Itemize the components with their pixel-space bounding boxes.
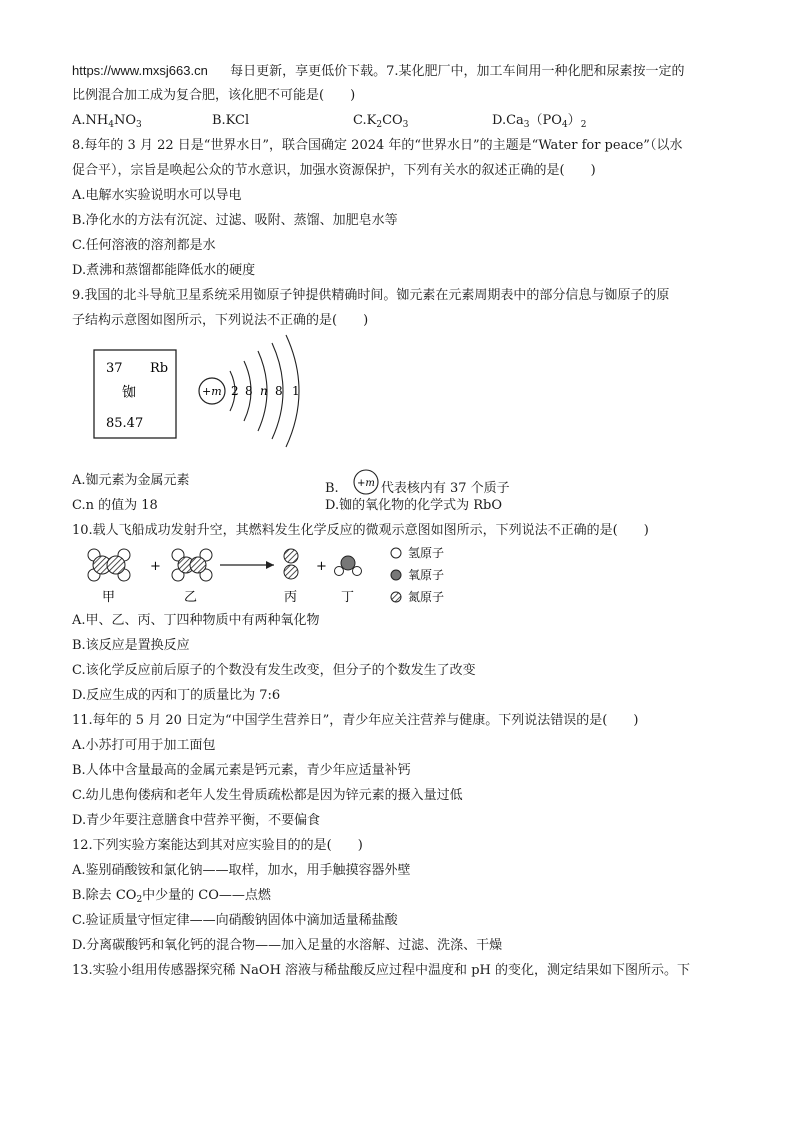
legend-nitrogen: 氮原子	[408, 590, 445, 604]
atomic-number: 37	[106, 361, 123, 376]
label-yi: 乙	[184, 590, 198, 605]
molecule-bing	[284, 549, 298, 579]
q12-option-c: C.验证质量守恒定律——向硝酸钠固体中滴加适量稀盐酸	[72, 913, 398, 928]
shell-count-2: 8	[245, 384, 253, 398]
legend	[391, 546, 444, 604]
molecule-ding	[335, 556, 362, 576]
q12-stem: 12.下列实验方案能达到其对应实验目的的是( )	[72, 838, 363, 853]
q8-option-d: D.煮沸和蒸馏都能降低水的硬度	[72, 263, 256, 278]
q7-stem-a: 7.某化肥厂中，加工车间用一种化肥和尿素按一定的	[386, 64, 685, 79]
q11-option-b: B.人体中含量最高的金属元素是钙元素，青少年应适量补钙	[72, 763, 411, 778]
q7-option-c: C.K2CO3	[353, 113, 409, 130]
q7-option-d: D.Ca3（PO4）2	[492, 113, 587, 130]
q10-reaction-diagram	[80, 543, 480, 607]
q7-option-a: A.NH4NO3	[72, 113, 142, 130]
q11-option-a: A.小苏打可用于加工面包	[72, 738, 216, 753]
legend-oxygen: 氧原子	[408, 568, 445, 582]
q9-option-c: C.n 的值为 18	[72, 498, 158, 513]
q11-option-d: D.青少年要注意膳食中营养平衡，不要偏食	[72, 813, 321, 828]
q9-stem-b: 子结构示意图如图所示，下列说法不正确的是( )	[72, 313, 369, 328]
q8-stem-b: 促合平），宗旨是唤起公众的节水意识，加强水资源保护，下列有关水的叙述正确的是( )	[72, 163, 596, 178]
q12-option-d: D.分离碳酸钙和氧化钙的混合物——加入足量的水溶解、过滤、洗涤、干燥	[72, 938, 503, 953]
exam-page	[72, 58, 722, 983]
q7-option-b: B.KCl	[212, 113, 250, 128]
q8-option-b: B.净化水的方法有沉淀、过滤、吸附、蒸馏、加肥皂水等	[72, 213, 398, 228]
q10-option-b: B.该反应是置换反应	[72, 638, 190, 653]
plus-sign-2: +	[316, 559, 327, 574]
q9-diagram	[84, 333, 344, 463]
q12-option-b: B.除去 $CO_2$中少量的 CO——点燃	[72, 888, 271, 905]
slogan-text: 每日更新，享更低价下载。	[230, 64, 387, 79]
q7-options	[72, 108, 722, 133]
label-ding: 丁	[341, 590, 355, 605]
molecule-yi	[172, 549, 212, 581]
element-name: 铷	[122, 385, 136, 401]
header-line	[72, 58, 722, 83]
q9-option-b: B. +m 代表核内有 37 个质子	[325, 468, 510, 501]
q12-option-a: A.鉴别硝酸铵和氯化钠——取样，加水，用手触摸容器外壁	[72, 863, 411, 878]
svg-text:+m: +m	[356, 478, 375, 489]
q9-figure	[72, 333, 722, 468]
q8-stem-a: 8.每年的 3 月 22 日是“世界水日”，联合国确定 2024 年的“世界水日”的主题是“Water for peace”（以水	[72, 138, 683, 153]
q10-option-d: D.反应生成的丙和丁的质量比为 7:6	[72, 688, 281, 703]
q9-option-d: D.铷的氧化物的化学式为 RbO	[325, 498, 502, 513]
label-bing: 丙	[284, 590, 298, 605]
element-symbol: Rb	[150, 361, 169, 376]
shell-count-4: 8	[275, 384, 283, 398]
q8-option-c: C.任何溶液的溶剂都是水	[72, 238, 216, 253]
atomic-mass: 85.47	[106, 416, 144, 431]
shell-count-3: n	[260, 384, 268, 398]
q10-option-a: A.甲、乙、丙、丁四种物质中有两种氧化物	[72, 613, 320, 628]
shell-count-5: 1	[292, 384, 300, 398]
legend-hydrogen: 氢原子	[408, 546, 445, 560]
q9-option-a: A.铷元素为金属元素	[72, 473, 190, 488]
site-url-link[interactable]: https://www.mxsj663.cn	[72, 63, 208, 78]
molecule-jia	[88, 549, 130, 581]
q9-options-row2	[72, 493, 722, 518]
q9-options-row1	[72, 468, 722, 496]
q10-figure	[72, 543, 722, 608]
q9-stem-a: 9.我国的北斗导航卫星系统采用铷原子钟提供精确时间。铷元素在元素周期表中的部分信息与铷原子的原	[72, 288, 670, 303]
label-jia: 甲	[102, 590, 116, 605]
plus-sign-1: +	[150, 559, 161, 574]
q11-option-c: C.幼儿患佝偻病和老年人发生骨质疏松都是因为锌元素的摄入量过低	[72, 788, 463, 803]
q10-stem: 10.载人飞船成功发射升空，其燃料发生化学反应的微观示意图如图所示，下列说法不正确的是( )	[72, 523, 649, 538]
shell-count-1: 2	[231, 384, 239, 398]
q13-stem: 13.实验小组用传感器探究稀 NaOH 溶液与稀盐酸反应过程中温度和 pH 的变化，测定结果如下图所示。下	[72, 963, 690, 978]
nucleus-label: +m	[202, 385, 222, 398]
q11-stem: 11.每年的 5 月 20 日定为“中国学生营养日”，青少年应关注营养与健康。下列说法错误的是( )	[72, 713, 639, 728]
q8-option-a: A.电解水实验说明水可以导电	[72, 188, 242, 203]
q10-option-c: C.该化学反应前后原子的个数没有发生改变，但分子的个数发生了改变	[72, 663, 476, 678]
q7-stem-b: 比例混合加工成为复合肥，该化肥不可能是( )	[72, 88, 356, 103]
